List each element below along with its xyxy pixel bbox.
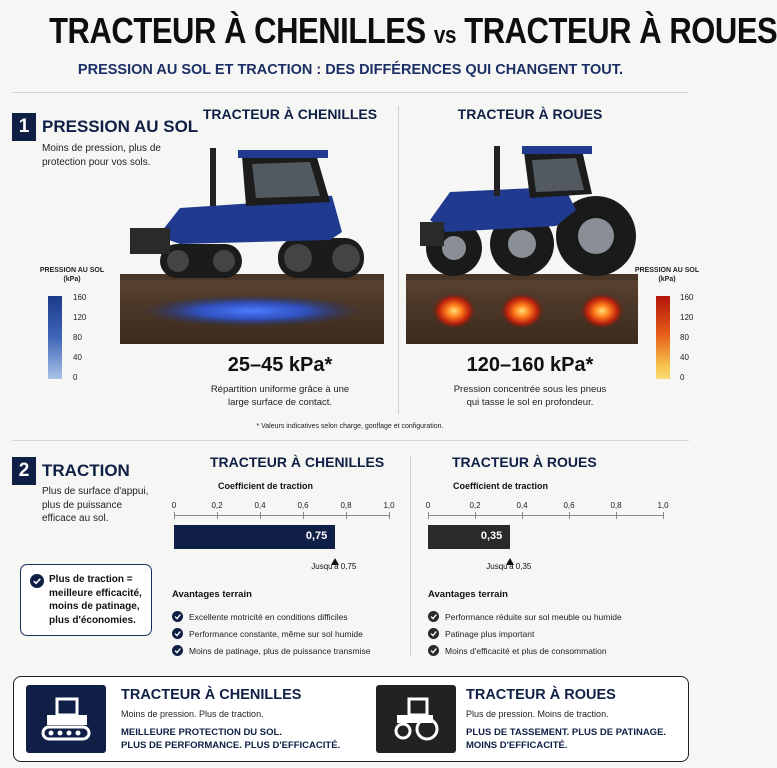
marker-label: Jusqu'à 0,35 <box>486 562 532 571</box>
summary-title-wheels: TRACTEUR À ROUES <box>466 687 616 703</box>
section-title: TRACTION <box>42 461 130 480</box>
callout-line: plus d'économies. <box>49 614 136 626</box>
column-title-wheels: TRACTEUR À ROUES <box>457 106 603 122</box>
axis-tick <box>475 512 476 519</box>
axis-tick <box>346 512 347 519</box>
axis-tick <box>217 512 218 519</box>
advantage-item <box>172 642 370 659</box>
pressure-scale-red <box>656 296 670 379</box>
title-right: TRACTEUR À ROUES <box>464 10 777 51</box>
pressure-value-tracks: 25–45 kPa* <box>227 354 333 376</box>
traction-chart-tracks <box>164 499 404 579</box>
axis-tick <box>174 512 175 519</box>
page-title <box>49 10 777 52</box>
check-circle-icon <box>172 645 183 656</box>
scale-ticks-right <box>680 293 700 383</box>
callout-text <box>49 573 153 627</box>
axis-tick <box>522 512 523 519</box>
divider <box>12 440 689 441</box>
chart-subtitle-tracks: Coefficient de traction <box>218 481 314 491</box>
summary-caps-line: MOINS D'EFFICACITÉ. <box>466 739 568 751</box>
axis-tick <box>260 512 261 519</box>
desc-line: efficace au sol. <box>42 513 109 524</box>
advantage-text: Performance réduite sur sol meuble ou humide <box>445 611 622 622</box>
column-title-tracks: TRACTEUR À CHENILLES <box>202 106 378 122</box>
tracked-tractor-icon <box>26 685 106 753</box>
section-number-badge: 2 <box>12 457 36 485</box>
check-circle-icon <box>172 628 183 639</box>
axis-tick-label: 0,4 <box>254 501 266 510</box>
scale-ticks-left <box>73 293 103 383</box>
tracked-tractor-illustration <box>120 136 384 344</box>
axis-tick <box>569 512 570 519</box>
advantages-list-tracks <box>172 608 370 659</box>
axis-tick-label: 0,6 <box>297 501 309 510</box>
axis-tick <box>616 512 617 519</box>
scale-label-right <box>632 266 702 284</box>
axis-tick-label: 0,6 <box>563 501 575 510</box>
marker-label: Jusqu'à 0,75 <box>311 562 357 571</box>
axis-tick-label: 0 <box>171 501 177 510</box>
scale-tick: 80 <box>680 333 689 342</box>
check-circle-icon <box>428 645 439 656</box>
desc-line: Plus de surface d'appui, <box>42 486 149 497</box>
scale-tick: 120 <box>680 313 694 322</box>
traction-callout <box>20 564 152 636</box>
desc-line: qui tasse le sol en profondeur. <box>466 397 594 408</box>
summary-caps-wheels <box>466 727 666 752</box>
section-number-badge: 1 <box>12 113 36 141</box>
traction-bar-tracks <box>174 525 335 549</box>
pressure-desc-tracks <box>170 383 390 409</box>
check-circle-icon <box>30 574 44 593</box>
axis-tick-label: 0,8 <box>610 501 622 510</box>
column-divider <box>410 456 411 656</box>
axis-tick <box>663 512 664 519</box>
scale-tick: 0 <box>680 373 685 382</box>
summary-title-tracks: TRACTEUR À CHENILLES <box>121 687 302 703</box>
advantages-title-wheels: Avantages terrain <box>428 589 508 600</box>
traction-chart-wheels <box>418 499 678 579</box>
summary-line-wheels: Plus de pression. Moins de traction. <box>466 709 609 719</box>
chart-subtitle-wheels: Coefficient de traction <box>453 481 549 491</box>
summary-caps-tracks <box>121 727 340 752</box>
bar-value-label: 0,75 <box>305 530 328 542</box>
desc-line: large surface de contact. <box>227 397 333 408</box>
traction-bar-wheels <box>428 525 510 549</box>
scale-label-line: PRESSION AU SOL <box>634 267 700 274</box>
title-vs: vs <box>433 22 457 49</box>
desc-line: Moins de pression, plus de <box>42 143 161 154</box>
check-circle-icon <box>172 611 183 622</box>
axis-tick-label: 1,0 <box>383 501 395 510</box>
scale-tick: 160 <box>73 293 87 302</box>
summary-caps-line: MEILLEURE PROTECTION DU SOL. <box>121 727 282 738</box>
axis-line <box>428 515 663 516</box>
advantage-text: Performance constante, même sur sol humide <box>189 628 363 639</box>
callout-line: Plus de traction = <box>49 574 133 585</box>
title-left: TRACTEUR À CHENILLES <box>49 10 426 51</box>
check-circle-icon <box>428 611 439 622</box>
advantage-item <box>172 625 370 642</box>
page-subtitle: PRESSION AU SOL ET TRACTION : DES DIFFÉRENCES QUI CHANGENT TOUT. <box>77 62 624 78</box>
advantage-item <box>428 608 622 625</box>
divider <box>12 92 689 93</box>
summary-caps-line: PLUS DE TASSEMENT. PLUS DE PATINAGE. <box>466 727 667 738</box>
scale-tick: 120 <box>73 313 87 322</box>
advantage-item <box>428 642 622 659</box>
scale-tick: 40 <box>680 353 689 362</box>
footnote: * Valeurs indicatives selon charge, gonflage et configuration. <box>256 423 444 430</box>
desc-line: Pression concentrée sous les pneus <box>453 384 607 395</box>
scale-label-line: (kPa) <box>658 276 676 283</box>
pressure-scale-blue <box>48 296 62 379</box>
scale-tick: 0 <box>73 373 78 382</box>
section-description <box>42 485 162 526</box>
pressure-value-wheels: 120–160 kPa* <box>466 354 594 376</box>
column-divider <box>398 106 399 414</box>
pressure-desc-wheels <box>410 383 650 409</box>
callout-line: meilleure efficacité, <box>49 587 142 599</box>
scale-label-left <box>32 266 112 284</box>
advantages-list-wheels <box>428 608 622 659</box>
advantages-title-tracks: Avantages terrain <box>172 589 252 600</box>
axis-tick-label: 0 <box>425 501 431 510</box>
chart-title-wheels: TRACTEUR À ROUES <box>452 454 597 470</box>
summary-caps-line: PLUS DE PERFORMANCE. PLUS D'EFFICACITÉ. <box>121 739 341 751</box>
scale-tick: 40 <box>73 353 82 362</box>
advantage-text: Moins d'efficacité et plus de consommation <box>445 645 607 656</box>
section-title: PRESSION AU SOL <box>42 117 199 136</box>
advantage-item <box>428 625 622 642</box>
axis-tick-label: 0,2 <box>469 501 481 510</box>
axis-tick <box>428 512 429 519</box>
advantage-text: Moins de patinage, plus de puissance transmise <box>189 645 371 656</box>
chart-title-tracks: TRACTEUR À CHENILLES <box>210 454 385 470</box>
axis-tick-label: 0,2 <box>211 501 223 510</box>
advantage-text: Patinage plus important <box>445 628 535 639</box>
summary-line-tracks: Moins de pression. Plus de traction. <box>121 709 264 719</box>
bar-value-label: 0,35 <box>480 530 503 542</box>
wheeled-tractor-illustration <box>406 136 638 344</box>
axis-tick-label: 0,8 <box>340 501 352 510</box>
desc-line: protection pour vos sols. <box>42 156 151 168</box>
advantage-item <box>172 608 370 625</box>
scale-label-line: PRESSION AU SOL <box>39 267 105 274</box>
summary-panel <box>13 676 689 762</box>
callout-line: moins de patinage, <box>49 601 140 612</box>
axis-tick-label: 1,0 <box>657 501 669 510</box>
check-circle-icon <box>428 628 439 639</box>
advantage-text: Excellente motricité en conditions difficiles <box>189 611 348 622</box>
axis-tick <box>303 512 304 519</box>
axis-line <box>174 515 389 516</box>
scale-tick: 80 <box>73 333 82 342</box>
axis-tick-label: 0,4 <box>516 501 528 510</box>
desc-line: plus de puissance <box>42 499 123 511</box>
scale-tick: 160 <box>680 293 694 302</box>
wheeled-tractor-icon <box>376 685 456 753</box>
desc-line: Répartition uniforme grâce à une <box>210 384 350 395</box>
axis-tick <box>389 512 390 519</box>
scale-label-line: (kPa) <box>63 276 81 283</box>
